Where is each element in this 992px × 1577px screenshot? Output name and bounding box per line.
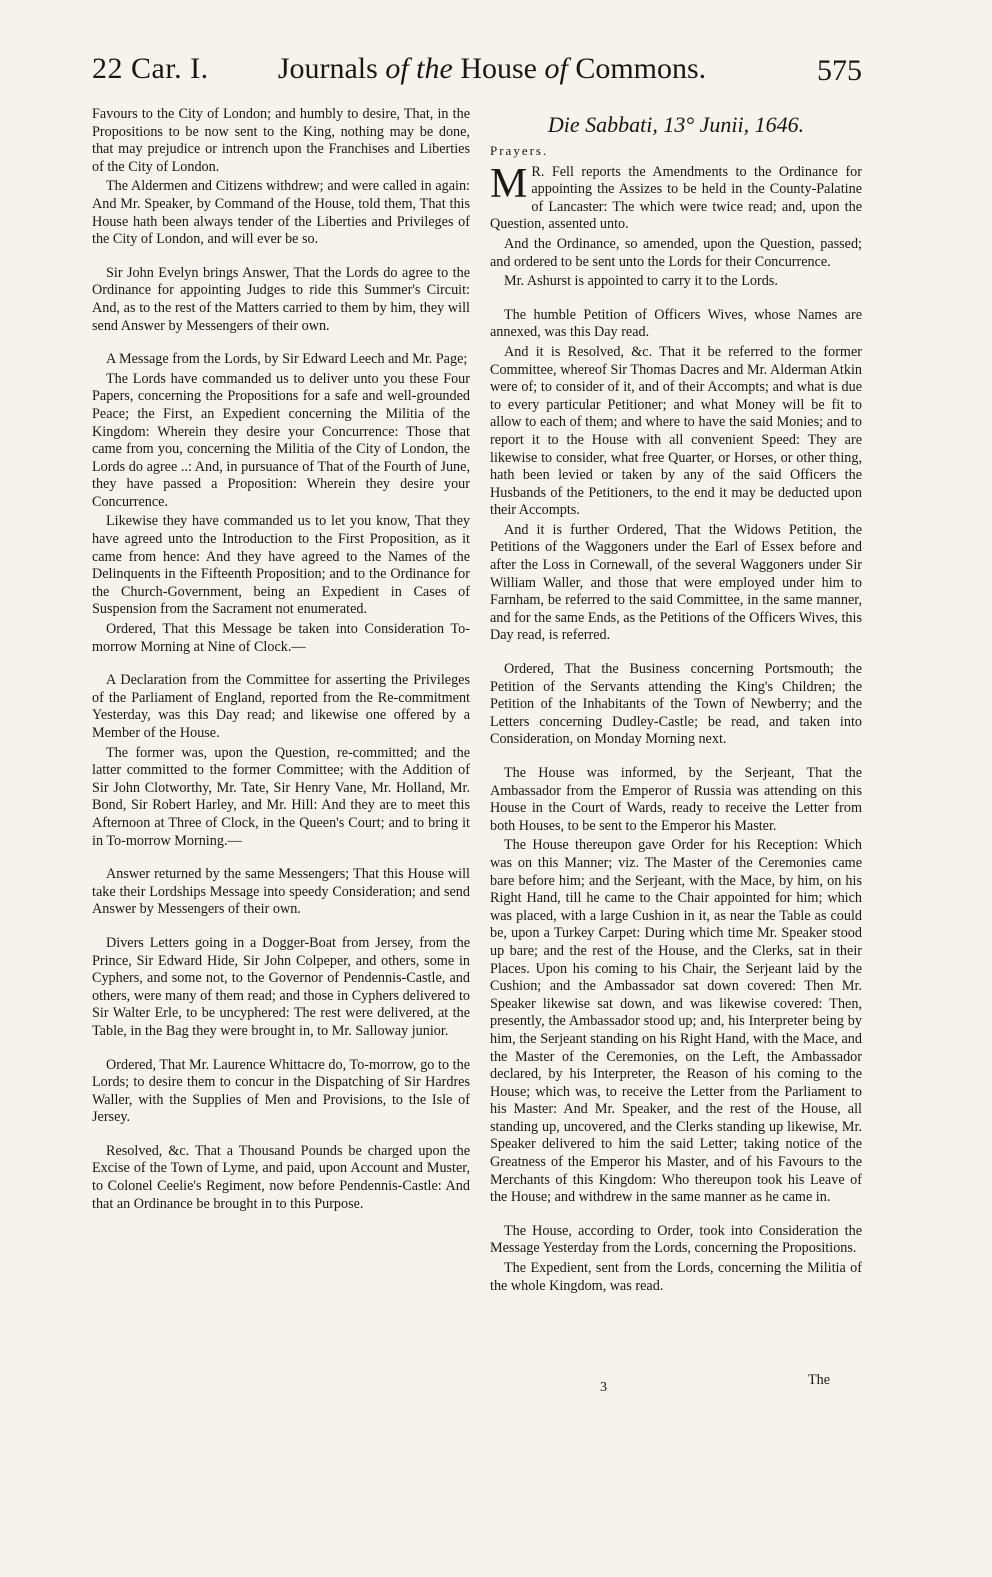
right-column: [490, 106, 862, 1297]
paragraph: The Lords have commanded us to deliver unto you these Four Papers, concerning the Propositions for a safe and well-grounded Peace; the First, an Expedient concerning the Militia of the Kingdom: Wherein they desire your Concurrence: Those that came from you, concerning the Militia of the City of London, the Lords do agree ..: And, in pursuance of That of the Fourth of June, they have passed a Proposition: Wherein they desire your Concurrence.: [92, 370, 470, 510]
signature-mark: 3: [600, 1380, 607, 1395]
paragraph: Ordered, That the Business concerning Portsmouth; the Petition of the Servants attending the King's Children; the Petition of the Inhabitants of the Town of Newberry; and the Letters concerning Dudley-Castle; be read, and taken into Consideration, on Monday Morning next.: [490, 661, 862, 748]
paragraph: Ordered, That this Message be taken into Consideration To-morrow Morning at Nine of Clock.—: [92, 621, 470, 655]
paragraph: Favours to the City of London; and humbly to desire, That, in the Propositions to be now sent to the King, nothing may be done, that may prejudice or intrench upon the Franchises and Liberties of the City of London.: [92, 106, 470, 175]
running-title: Journals of the House of Commons.: [277, 52, 707, 85]
regnal-year: 22 Car. I.: [92, 52, 209, 85]
paragraph: And it is further Ordered, That the Widows Petition, the Petitions of the Waggoners under the Earl of Essex before and after the Loss in Cornewall, of the several Waggoners under Sir William Waller, and those that were employed under him to Farnham, be referred to the said Committee, in the same manner, and for the same Ends, as the Petitions of the Officers Wives, this Day read, is referred.: [490, 521, 862, 644]
paragraph: Answer returned by the same Messengers; That this House will take their Lordships Message into speedy Consideration; and send Answer by Messengers of their own.: [92, 866, 470, 918]
paragraph: Ordered, That Mr. Laurence Whittacre do, To-morrow, go to the Lords; to desire them to concur in the Dispatching of Sir Hardres Waller, with the Supplies of Men and Provisions, to the Isle of Jersey.: [92, 1056, 470, 1126]
paragraph: Likewise they have commanded us to let you know, That they have agreed unto the Introduction to the First Proposition, as it came from hence: And they have agreed to the Names of the Delinquents in the Fifteenth Proposition; and to the Ordinance for the Church-Government, being an Expedient in Cases of Suspension from the Sacrament not enumerated.: [92, 513, 470, 618]
page-number: 575: [817, 54, 862, 87]
paragraph: The Aldermen and Citizens withdrew; and were called in again: And Mr. Speaker, by Command of the House, told them, That this House hath been always tender of the Liberties and Privileges of the City of London, and will ever be so.: [92, 178, 470, 248]
drop-capital: M: [490, 160, 528, 207]
prayers-heading: Prayers.: [490, 143, 549, 158]
paragraph: The former was, upon the Question, re-committed; and the latter committed to the former Committee; with the Addition of Sir John Clotworthy, Mr. Tate, Sir Henry Vane, Mr. Holland, Mr. Bond, Sir Robert Harley, and Mr. Hill: And they are to meet this Afternoon at Three of Clock, in the Queen's Court; and to bring it in To-morrow Morning.—: [92, 744, 470, 849]
paragraph: The House, according to Order, took into Consideration the Message Yesterday from the Lords, concerning the Propositions.: [490, 1222, 862, 1257]
paragraph: M R. Fell reports the Amendments to the Ordinance for appointing the Assizes to be held in the County-Palatine of Lancaster: The which were twice read; and, upon the Question, assented unto.: [490, 160, 862, 233]
paragraph: A Declaration from the Committee for asserting the Privileges of the Parliament of England, reported from the Re-commitment Yesterday, was this Day read; and likewise one offered by a Member of the House.: [92, 672, 470, 741]
day-heading: Die Sabbati, 13° Junii, 1646.: [547, 112, 805, 137]
paragraph: Resolved, &c. That a Thousand Pounds be charged upon the Excise of the Town of Lyme, and paid, upon Account and Muster, to Colonel Ceelie's Regiment, now before Pendennis-Castle: And that an Ordinance be brought in to this Purpose.: [92, 1142, 470, 1212]
paragraph: Mr. Ashurst is appointed to carry it to the Lords.: [504, 273, 778, 290]
paragraph: And it is Resolved, &c. That it be referred to the former Committee, whereof Sir Thomas Dacres and Mr. Alderman Atkin were of; to consider of it, and of their Accompts; and what is due to every particular Petitioner; and what Money will be fit to allow to each of them; and where to have the said Monies; and to report it to the House with all convenient Speed: They are likewise to consider, what free Quarter, or Horses, or other thing, hath been levied or taken by any of the said Officers the Husbands of the Petitioners, to the end it may be deducted upon their Accompts.: [490, 343, 862, 519]
paragraph: The humble Petition of Officers Wives, whose Names are annexed, was this Day read.: [490, 306, 862, 341]
catchword: The: [808, 1372, 831, 1388]
paragraph: And the Ordinance, so amended, upon the Question, passed; and ordered to be sent unto the Lords for their Concurrence.: [490, 235, 862, 270]
paragraph: The House was informed, by the Serjeant, That the Ambassador from the Emperor of Russia was attending on this House in the Court of Wards, ready to receive the Letter from both Houses, to be sent to the Emperor his Master.: [490, 765, 862, 834]
paragraph: The House thereupon gave Order for his Reception: Which was on this Manner; viz. The Master of the Ceremonies came bare before him; and the Serjeant, with the Mace, by him, on his Right Hand, till he came to the Chair appointed for him; which was placed, with a large Cushion in it, as near the Table as could be, upon a Turkey Carpet: During which time Mr. Speaker stood up bare; and the rest of the House, and the Clerks, sat in their Places. Upon his coming to his Chair, the Serjeant laid by the Cushion; and the Ambassador sat down covered: Then Mr. Speaker likewise sat down, and was likewise covered: Then, presently, the Ambassador stood up; and, his Interpreter being by him, the Serjeant standing on his Right Hand, with the Mace, and the Master of the Ceremonies, on the Left, the Ambassador declared, by his Interpreter, the Reason of his coming to the House; which was, to receive the Letter from the Parliament to his Master: And Mr. Speaker, and the rest of the House, all standing up, uncovered, and the Clerks standing up likewise, Mr. Speaker delivered to him the said Letter; taking notice of the Greatness of the Emperor his Master, and of his Favours to the Merchants of this Kingdom: Who thereupon took his Leave of the House; and withdrew in the same manner as he came in.: [490, 837, 862, 1206]
paragraph: The Expedient, sent from the Lords, concerning the Militia of the whole Kingdom, was read.: [490, 1260, 862, 1294]
paragraph: Sir John Evelyn brings Answer, That the Lords do agree to the Ordinance for appointing Judges to ride this Summer's Circuit: And, as to the rest of the Matters carried to them by him, they will send Answer by Messengers of their own.: [92, 264, 470, 334]
paragraph: A Message from the Lords, by Sir Edward Leech and Mr. Page;: [106, 351, 468, 368]
paragraph: Divers Letters going in a Dogger-Boat from Jersey, from the Prince, Sir Edward Hide, Sir John Colpeper, and others, some in Cyphers, and some not, to the Governor of Pendennis-Castle, and others, were many of them read; and those in Cyphers delivered to Sir Walter Erle, to be uncyphered: The rest were delivered, at the Table, in the Bag they were brought in, to Mr. Salloway junior.: [92, 934, 470, 1039]
left-column: [92, 106, 470, 1215]
page-header: [92, 52, 862, 98]
